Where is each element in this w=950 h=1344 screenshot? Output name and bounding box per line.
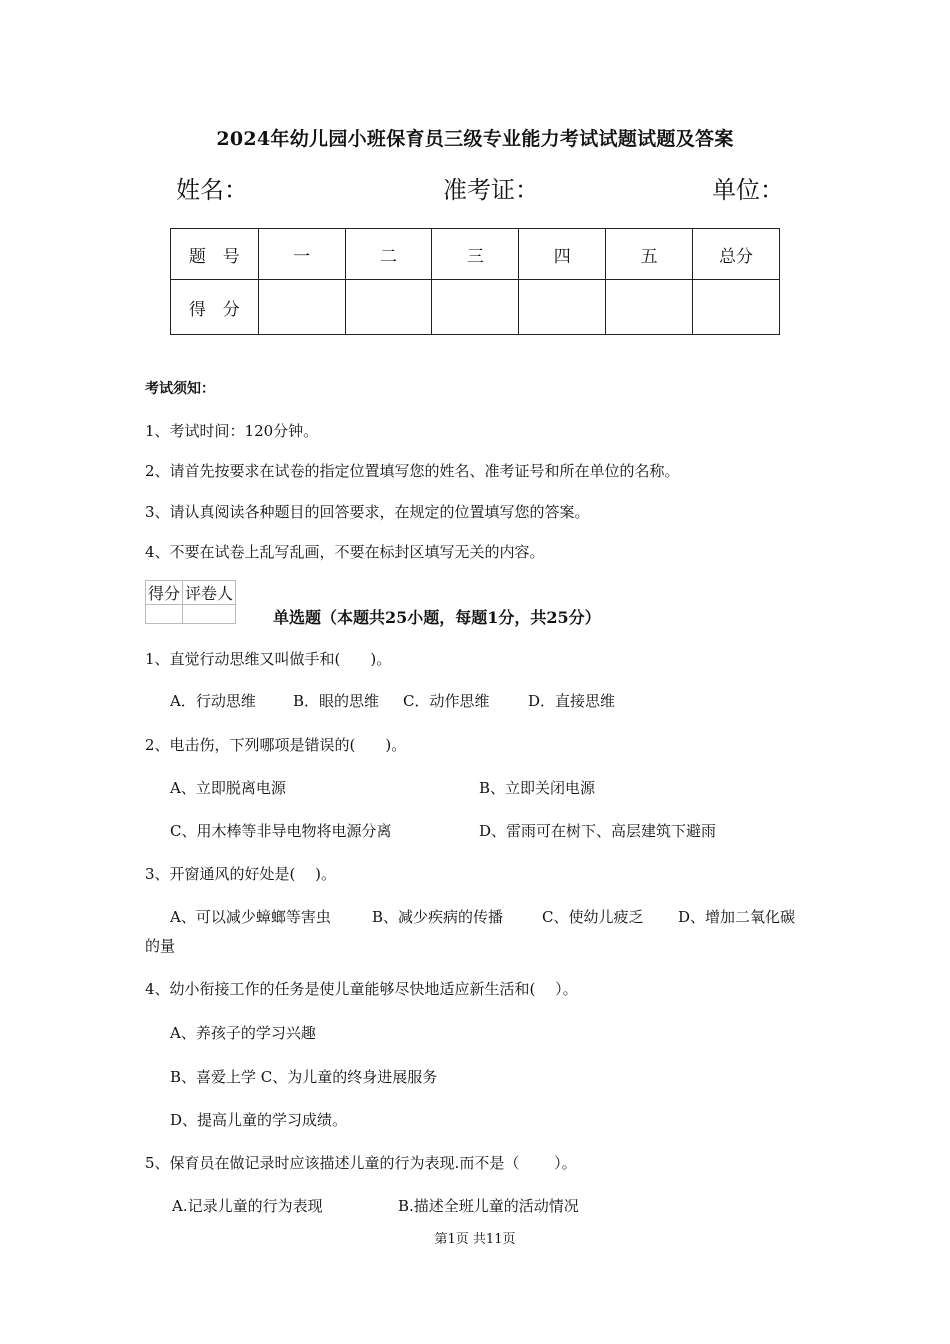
score-cell[interactable] (258, 280, 345, 335)
question-option: B．眼的思维 (293, 692, 380, 710)
question-option: A.记录儿童的行为表现 (172, 1197, 323, 1215)
question-option: A、可以减少蟑螂等害虫 (170, 908, 331, 926)
score-table (170, 228, 780, 335)
section-title: 单选题（本题共25小题，每题1分，共25分） (273, 608, 601, 627)
exam-id-field-label: 准考证： (443, 176, 539, 204)
score-table-header-cell: 总分 (693, 229, 780, 280)
score-table-header-row (171, 229, 780, 280)
question-option: D、增加二氧化碳 (678, 908, 796, 926)
score-table-header-cell: 题 号 (171, 229, 259, 280)
score-table-score-row (171, 280, 780, 335)
grader-score-cell[interactable] (146, 605, 183, 624)
score-table-header-cell: 一 (258, 229, 345, 280)
question-option: B、减少疾病的传播 (372, 908, 504, 926)
question-option: B、喜爱上学 C、为儿童的终身进展服务 (170, 1068, 438, 1086)
question-option: B、立即关闭电源 (479, 779, 596, 797)
question-option: D、雷雨可在树下、高层建筑下避雨 (479, 822, 717, 840)
question-option: D．直接思维 (528, 692, 616, 710)
question-option: C．动作思维 (403, 692, 490, 710)
unit-field-label: 单位： (712, 176, 784, 204)
note-item: 3、请认真阅读各种题目的回答要求，在规定的位置填写您的答案。 (145, 503, 590, 521)
question-option: C、使幼儿疲乏 (542, 908, 644, 926)
notes-heading: 考试须知： (145, 381, 215, 397)
question-stem: 1、直觉行动思维又叫做手和( )。 (145, 650, 392, 668)
question-option: D、提高儿童的学习成绩。 (170, 1111, 348, 1129)
name-field-label: 姓名： (176, 176, 248, 204)
score-table-header-cell: 五 (606, 229, 693, 280)
question-stem: 2、电击伤，下列哪项是错误的( )。 (145, 736, 407, 754)
question-option: B.描述全班儿童的活动情况 (398, 1197, 579, 1215)
question-stem: 3、开窗通风的好处是( )。 (145, 865, 337, 883)
question-option: A、立即脱离电源 (170, 779, 286, 797)
question-option: A、养孩子的学习兴趣 (170, 1024, 316, 1042)
question-option-continuation: 的量 (145, 937, 176, 955)
score-cell[interactable] (606, 280, 693, 335)
note-item: 4、不要在试卷上乱写乱画，不要在标封区填写无关的内容。 (145, 543, 545, 561)
question-stem: 4、幼小衔接工作的任务是使儿童能够尽快地适应新生活和( ）。 (145, 980, 578, 998)
grader-reviewer-label: 评卷人 (183, 581, 236, 605)
score-cell[interactable] (693, 280, 780, 335)
question-option: C、用木棒等非导电物将电源分离 (170, 822, 392, 840)
score-cell[interactable] (432, 280, 519, 335)
score-cell[interactable] (519, 280, 606, 335)
note-item: 2、请首先按要求在试卷的指定位置填写您的姓名、准考证号和所在单位的名称。 (145, 462, 680, 480)
score-cell[interactable] (345, 280, 432, 335)
score-table-header-cell: 三 (432, 229, 519, 280)
page-title: 2024年幼儿园小班保育员三级专业能力考试试题试题及答案 (216, 128, 734, 150)
grader-reviewer-cell[interactable] (183, 605, 236, 624)
grader-score-label: 得分 (146, 581, 183, 605)
question-stem: 5、保育员在做记录时应该描述儿童的行为表现.而不是（ ）。 (145, 1154, 577, 1172)
page-footer: 第1页 共11页 (434, 1232, 516, 1247)
score-table-header-cell: 二 (345, 229, 432, 280)
grader-box (145, 580, 236, 624)
score-table-score-label: 得 分 (171, 280, 259, 335)
note-item: 1、考试时间：120分钟。 (145, 422, 319, 440)
score-table-header-cell: 四 (519, 229, 606, 280)
question-option: A．行动思维 (170, 692, 256, 710)
